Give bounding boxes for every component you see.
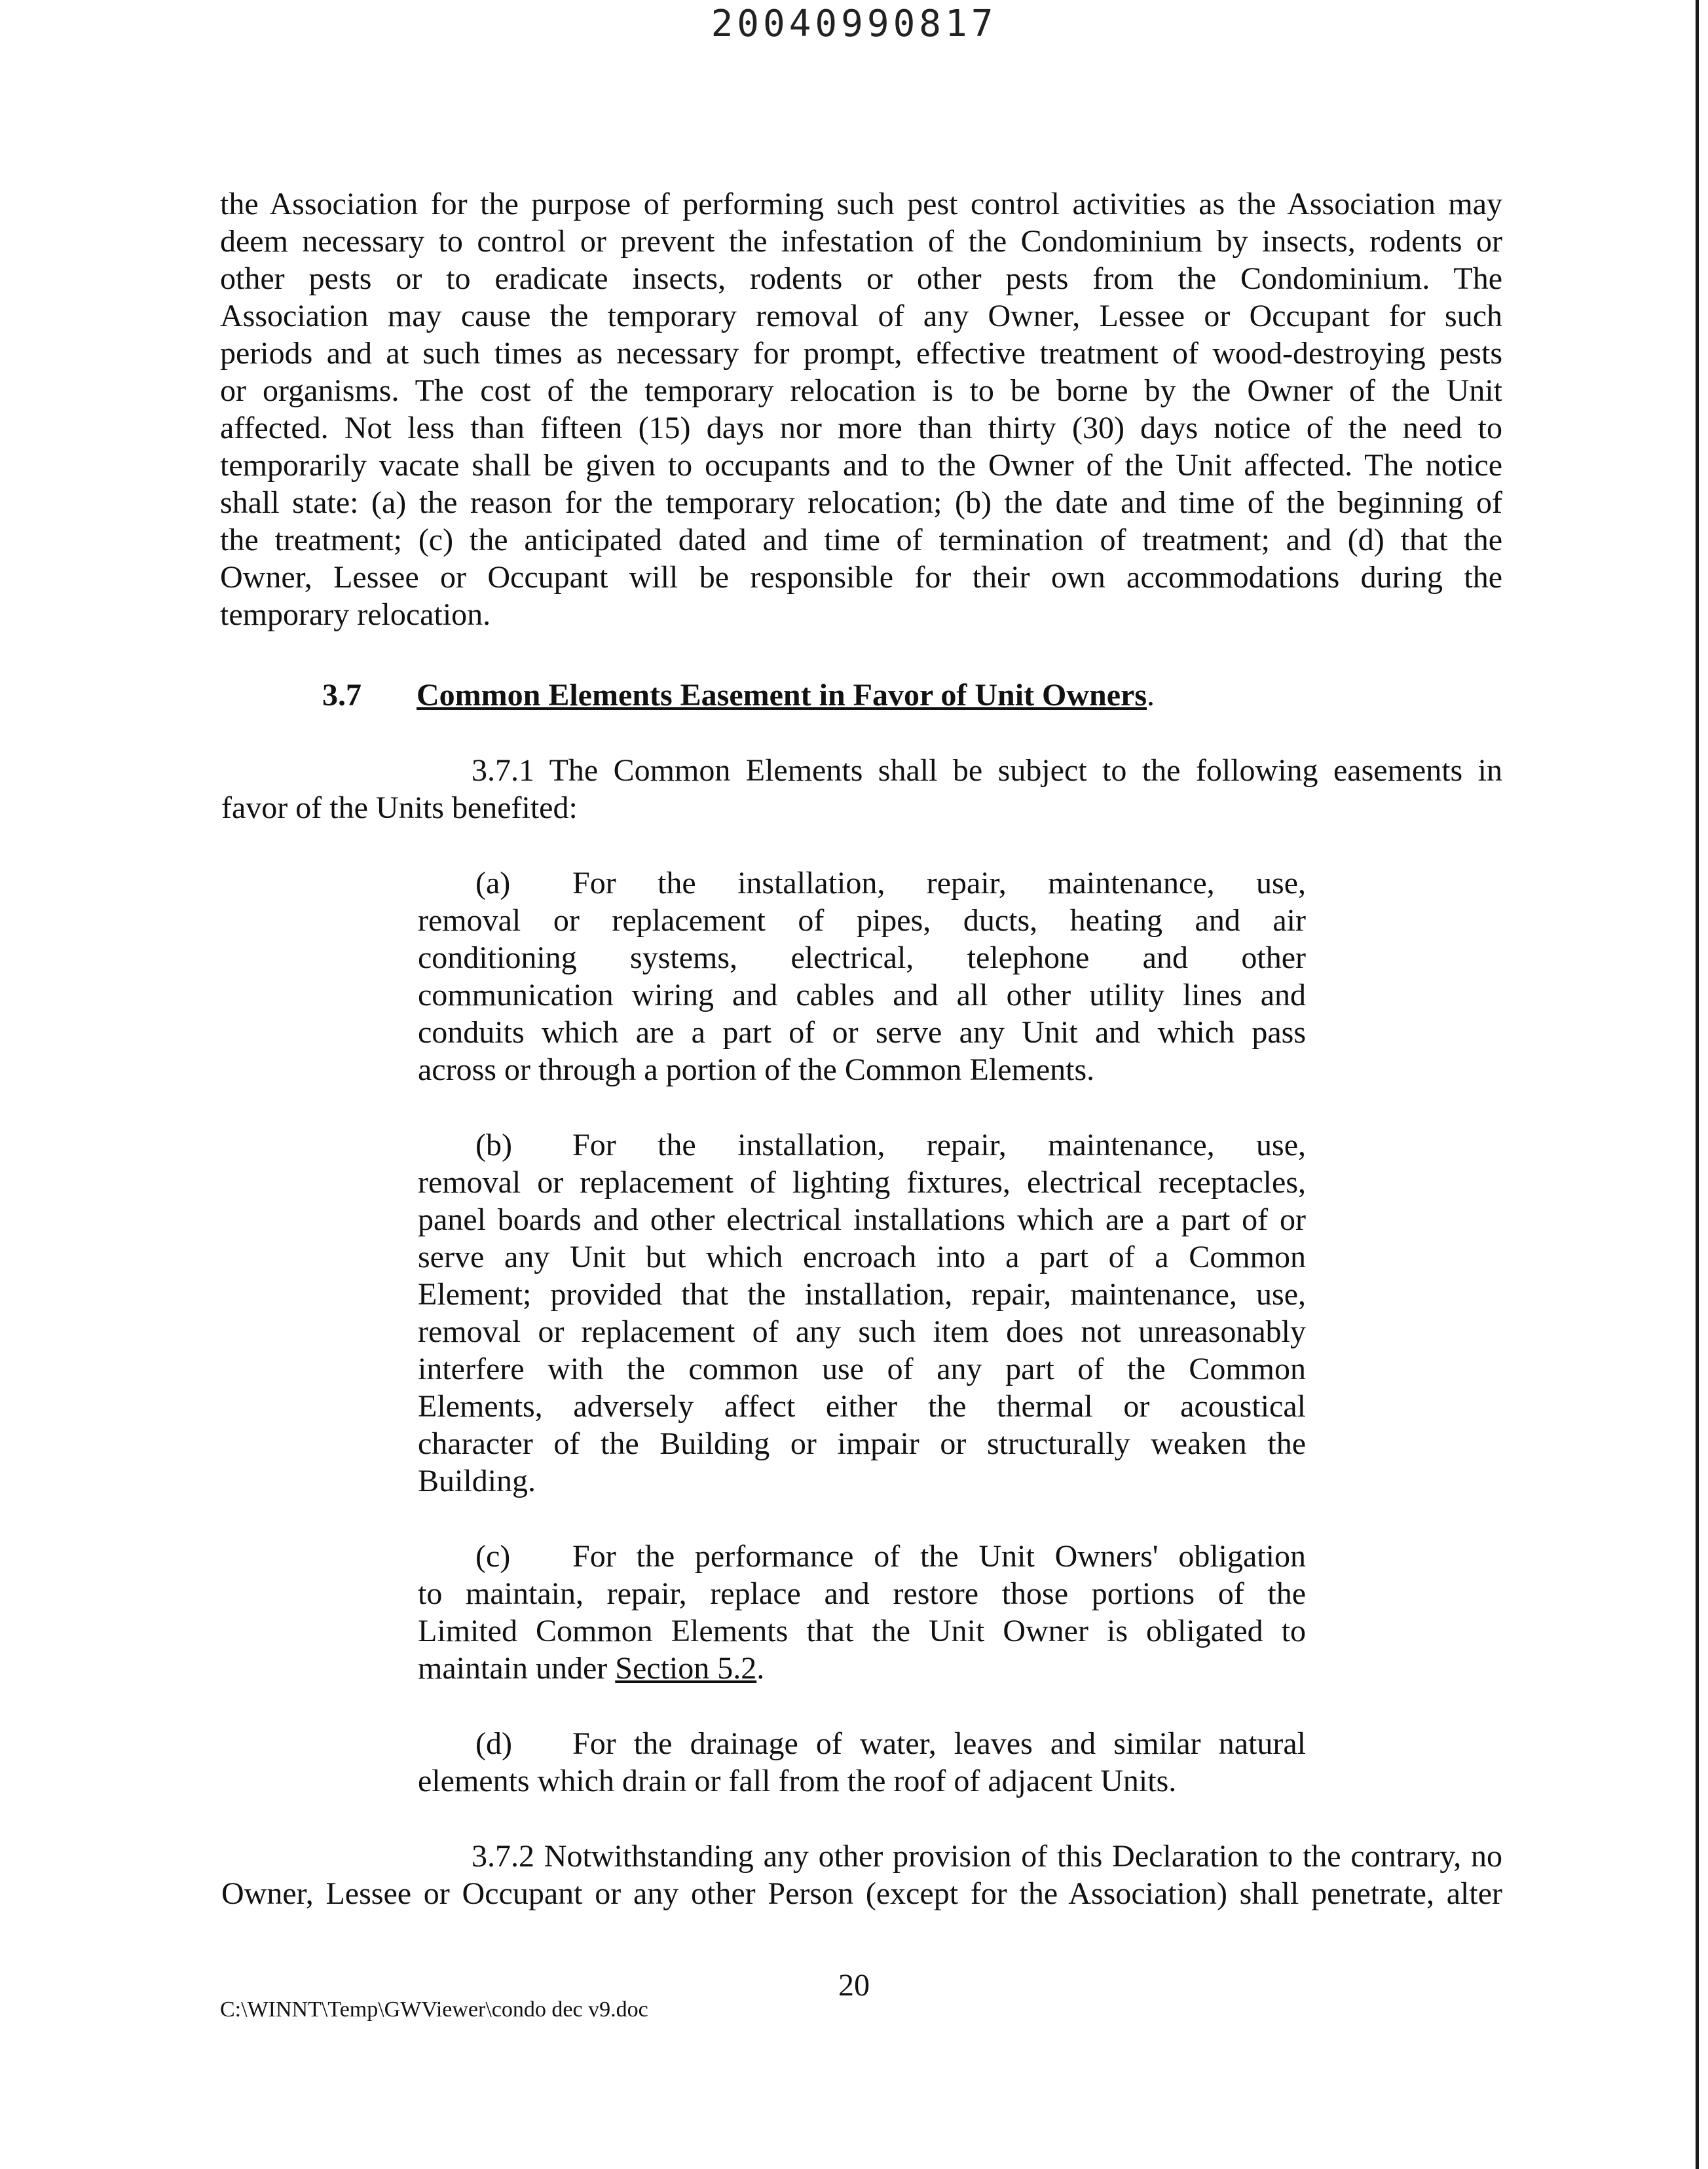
text-line: removal or replacement of lighting fixtures, electrical receptacles,	[418, 1165, 1306, 1200]
page-number: 20	[838, 1968, 870, 2003]
item-text: For the installation, repair, maintenance, use,	[572, 866, 1306, 900]
section-number: 3.7	[322, 678, 362, 713]
item-text: For the installation, repair, maintenance, use,	[572, 1128, 1306, 1162]
text-line: conduits which are a part of or serve any Unit and which pass	[418, 1015, 1306, 1050]
file-path: C:\WINNT\Temp\GWViewer\condo dec v9.doc	[220, 1997, 648, 2022]
text-line: affected. Not less than fifteen (15) days nor more than thirty (30) days notice of the need to	[220, 411, 1502, 445]
item-first-line	[418, 1126, 1306, 1164]
text-line: the Association for the purpose of performing such pest control activities as the Association may	[220, 187, 1502, 221]
text-line: Elements, adversely affect either the thermal or acoustical	[418, 1389, 1306, 1424]
item-text: For the performance of the Unit Owners' obligation	[572, 1539, 1306, 1574]
text-line: conditioning systems, electrical, telephone and other	[418, 940, 1306, 975]
text-line: across or through a portion of the Common Elements.	[418, 1052, 1095, 1087]
text-line: communication wiring and cables and all other utility lines and	[418, 978, 1306, 1012]
text-line: Owner, Lessee or Occupant will be responsible for their own accommodations during the	[220, 560, 1502, 595]
text-line: shall state: (a) the reason for the temporary relocation; (b) the date and time of the beginning of	[220, 485, 1502, 520]
text-line: Element; provided that the installation, repair, maintenance, use,	[418, 1277, 1306, 1312]
text-line: panel boards and other electrical installations which are a part of or	[418, 1202, 1306, 1237]
text-line: removal or replacement of pipes, ducts, heating and air	[418, 903, 1306, 938]
item-first-line	[418, 864, 1306, 902]
section-3-7-heading	[322, 677, 1155, 713]
item-text: .	[756, 1651, 765, 1686]
item-text: maintain under	[418, 1651, 616, 1686]
item-text: For the drainage of water, leaves and similar natural	[572, 1726, 1306, 1761]
text-line: other pests or to eradicate insects, rodents or other pests from the Condominium. The	[220, 261, 1502, 296]
text-line: Limited Common Elements that the Unit Owner is obligated to	[418, 1614, 1306, 1648]
text-line: removal or replacement of any such item does not unreasonably	[418, 1314, 1306, 1349]
document-id: 20040990817	[711, 3, 997, 45]
item-label: (a)	[475, 866, 511, 900]
text-line: to maintain, repair, replace and restore those portions of the	[418, 1576, 1306, 1611]
item-label: (d)	[475, 1726, 512, 1761]
text-line: deem necessary to control or prevent the infestation of the Condominium by insects, rodents or	[220, 224, 1502, 259]
section-reference: Section 5.2	[615, 1651, 757, 1686]
text-line	[418, 1650, 1306, 1687]
section-title-period: .	[1147, 678, 1155, 713]
text-line: elements which drain or fall from the roof of adjacent Units.	[418, 1764, 1177, 1798]
text-line: Owner, Lessee or Occupant or any other Person (except for the Association) shall penetrate, alter	[221, 1876, 1502, 1911]
text-line: interfere with the common use of any part of the Common	[418, 1352, 1306, 1386]
item-first-line	[418, 1725, 1306, 1762]
text-line: 3.7.2 Notwithstanding any other provision of this Declaration to the contrary, no	[472, 1839, 1502, 1874]
text-line: 3.7.1 The Common Elements shall be subject to the following easements in	[472, 753, 1502, 788]
text-line: Building.	[418, 1464, 536, 1498]
text-line: periods and at such times as necessary for prompt, effective treatment of wood-destroying pests	[220, 336, 1502, 371]
text-line: Association may cause the temporary removal of any Owner, Lessee or Occupant for such	[220, 299, 1502, 333]
text-line: or organisms. The cost of the temporary relocation is to be borne by the Owner of the Unit	[220, 373, 1502, 408]
section-title: Common Elements Easement in Favor of Unit Owners	[417, 678, 1147, 713]
item-label: (c)	[475, 1539, 511, 1574]
text-line: the treatment; (c) the anticipated dated and time of termination of treatment; and (d) that the	[220, 523, 1502, 557]
text-line: serve any Unit but which encroach into a part of a Common	[418, 1240, 1306, 1274]
item-label: (b)	[475, 1128, 512, 1162]
text-line: temporary relocation.	[220, 597, 491, 632]
text-line: favor of the Units benefited:	[221, 790, 578, 825]
text-line: temporarily vacate shall be given to occupants and to the Owner of the Unit affected. The notice	[220, 448, 1502, 483]
page-edge-rule	[1696, 0, 1699, 2169]
text-line: character of the Building or impair or structurally weaken the	[418, 1426, 1306, 1461]
item-first-line	[418, 1538, 1306, 1575]
